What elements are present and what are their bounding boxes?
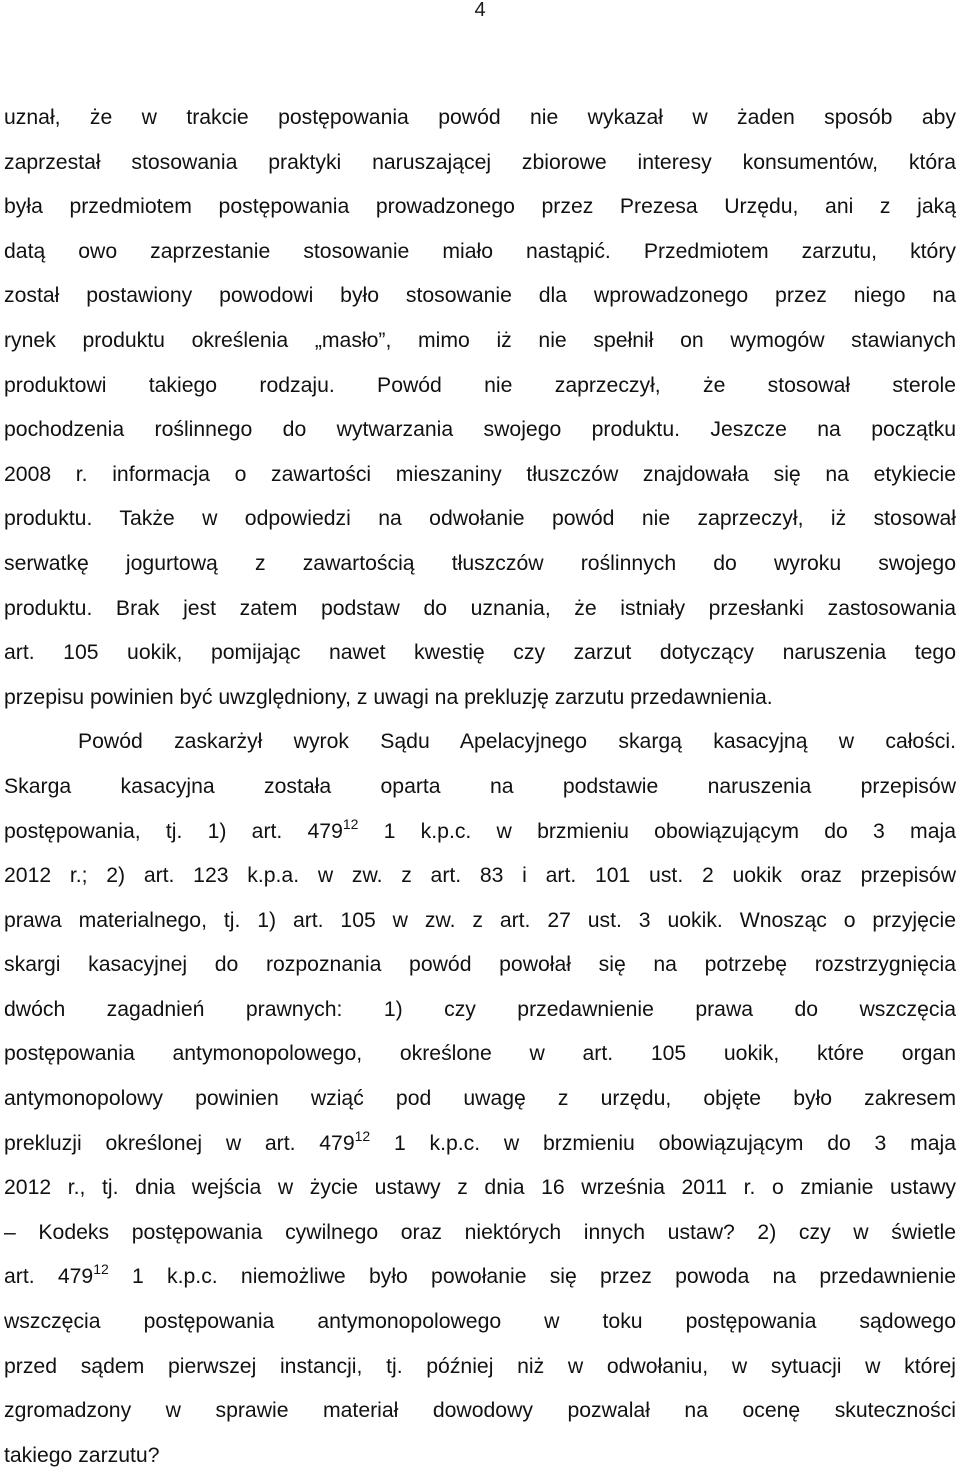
page-number: 4 xyxy=(474,0,486,21)
text-segment: produktu. Także w odpowiedzi na odwołanie powód nie zaprzeczył, iż stosował xyxy=(4,507,956,531)
text-segment: wszczęcia postępowania antymonopolowego w toku postępowania sądowego xyxy=(4,1310,956,1334)
text-segment: zaprzestał stosowania praktyki naruszającej zbiorowe interesy konsumentów, która xyxy=(4,150,956,174)
text-line xyxy=(4,1077,956,1122)
text-line xyxy=(4,408,956,453)
text-segment: postępowania antymonopolowego, określone w art. 105 uokik, które organ xyxy=(4,1042,956,1066)
text-line xyxy=(4,587,956,632)
text-line xyxy=(4,497,956,542)
text-segment: produktowi takiego rodzaju. Powód nie zaprzeczył, że stosował sterole xyxy=(4,373,956,397)
text-segment: prawa materialnego, tj. 1) art. 105 w zw. z art. 27 ust. 3 uokik. Wnosząc o przyjęcie xyxy=(4,908,956,932)
text-segment: pochodzenia roślinnego do wytwarzania swojego produktu. Jeszcze na początku xyxy=(4,418,956,442)
text-segment: Powód zaskarżył wyrok Sądu Apelacyjnego skargą kasacyjną w całości. xyxy=(78,730,956,754)
text-segment: przepisu powinien być uwzględniony, z uwagi na prekluzję zarzutu przedawnienia. xyxy=(4,685,773,709)
text-segment: – Kodeks postępowania cywilnego oraz niektórych innych ustaw? 2) czy w świetle xyxy=(4,1220,956,1244)
text-segment: takiego zarzutu? xyxy=(4,1443,160,1467)
text-line xyxy=(4,720,956,765)
text-line xyxy=(4,631,956,676)
text-segment: 1 k.p.c. niemożliwe było powołanie się przez powoda na przedawnienie xyxy=(108,1265,956,1289)
text-segment: 2012 r.; 2) art. 123 k.p.a. w zw. z art. 83 i art. 101 ust. 2 uokik oraz przepisów xyxy=(4,864,956,888)
text-line xyxy=(4,1434,956,1478)
text-line xyxy=(4,1166,956,1211)
body-text xyxy=(4,96,956,1478)
superscript: 12 xyxy=(93,1261,109,1278)
text-line xyxy=(4,1300,956,1345)
text-segment: skargi kasacyjnej do rozpoznania powód powołał się na potrzebę rozstrzygnięcia xyxy=(4,953,956,977)
text-segment: postępowania, tj. 1) art. 479 xyxy=(4,819,343,843)
text-line xyxy=(4,1211,956,1256)
text-line xyxy=(4,274,956,319)
text-segment: serwatkę jogurtową z zawartością tłuszczów roślinnych do wyroku swojego xyxy=(4,551,956,575)
text-line xyxy=(4,1389,956,1434)
text-line xyxy=(4,810,956,855)
text-line xyxy=(4,899,956,944)
text-line xyxy=(4,1032,956,1077)
text-segment: uznał, że w trakcie postępowania powód nie wykazał w żaden sposób aby xyxy=(4,106,956,129)
text-line xyxy=(4,943,956,988)
text-segment: art. 479 xyxy=(4,1265,94,1289)
text-segment: datą owo zaprzestanie stosowanie miało nastąpić. Przedmiotem zarzutu, który xyxy=(4,239,956,263)
text-line xyxy=(4,1345,956,1390)
text-line xyxy=(4,988,956,1033)
text-line xyxy=(4,765,956,810)
text-line xyxy=(4,854,956,899)
text-line xyxy=(4,141,956,186)
text-segment: była przedmiotem postępowania prowadzonego przez Prezesa Urzędu, ani z jaką xyxy=(4,195,956,219)
text-line xyxy=(4,453,956,498)
text-segment: dwóch zagadnień prawnych: 1) czy przedawnienie prawa do wszczęcia xyxy=(4,997,956,1021)
text-segment: produktu. Brak jest zatem podstaw do uznania, że istniały przesłanki zastosowania xyxy=(4,596,956,620)
text-line xyxy=(4,96,956,141)
text-segment: przed sądem pierwszej instancji, tj. później niż w odwołaniu, w sytuacji w której xyxy=(4,1354,956,1378)
text-line xyxy=(4,364,956,409)
text-segment: art. 105 uokik, pomijając nawet kwestię czy zarzut dotyczący naruszenia tego xyxy=(4,641,956,665)
text-line xyxy=(4,676,956,721)
text-line xyxy=(4,1255,956,1300)
text-segment: 1 k.p.c. w brzmieniu obowiązującym do 3 maja xyxy=(370,1131,956,1155)
text-line xyxy=(4,319,956,364)
text-line xyxy=(4,230,956,275)
text-segment: zgromadzony w sprawie materiał dowodowy pozwalał na ocenę skuteczności xyxy=(4,1399,956,1423)
text-segment: rynek produktu określenia „masło”, mimo iż nie spełnił on wymogów stawianych xyxy=(4,328,956,352)
text-segment: antymonopolowy powinien wziąć pod uwagę z urzędu, objęte było zakresem xyxy=(4,1087,956,1111)
superscript: 12 xyxy=(342,815,359,832)
text-segment: Skarga kasacyjna została oparta na podstawie naruszenia przepisów xyxy=(4,774,956,798)
superscript: 12 xyxy=(354,1127,371,1144)
text-segment: 2008 r. informacja o zawartości mieszaniny tłuszczów znajdowała się na etykiecie xyxy=(4,462,956,486)
text-line xyxy=(4,542,956,587)
text-segment: 2012 r., tj. dnia wejścia w życie ustawy z dnia 16 września 2011 r. o zmianie ustawy xyxy=(4,1176,956,1200)
text-segment: został postawiony powodowi było stosowanie dla wprowadzonego przez niego na xyxy=(4,284,956,308)
text-line xyxy=(4,185,956,230)
text-segment: 1 k.p.c. w brzmieniu obowiązującym do 3 maja xyxy=(358,819,956,843)
text-segment: prekluzji określonej w art. 479 xyxy=(4,1131,355,1155)
text-line xyxy=(4,1122,956,1167)
